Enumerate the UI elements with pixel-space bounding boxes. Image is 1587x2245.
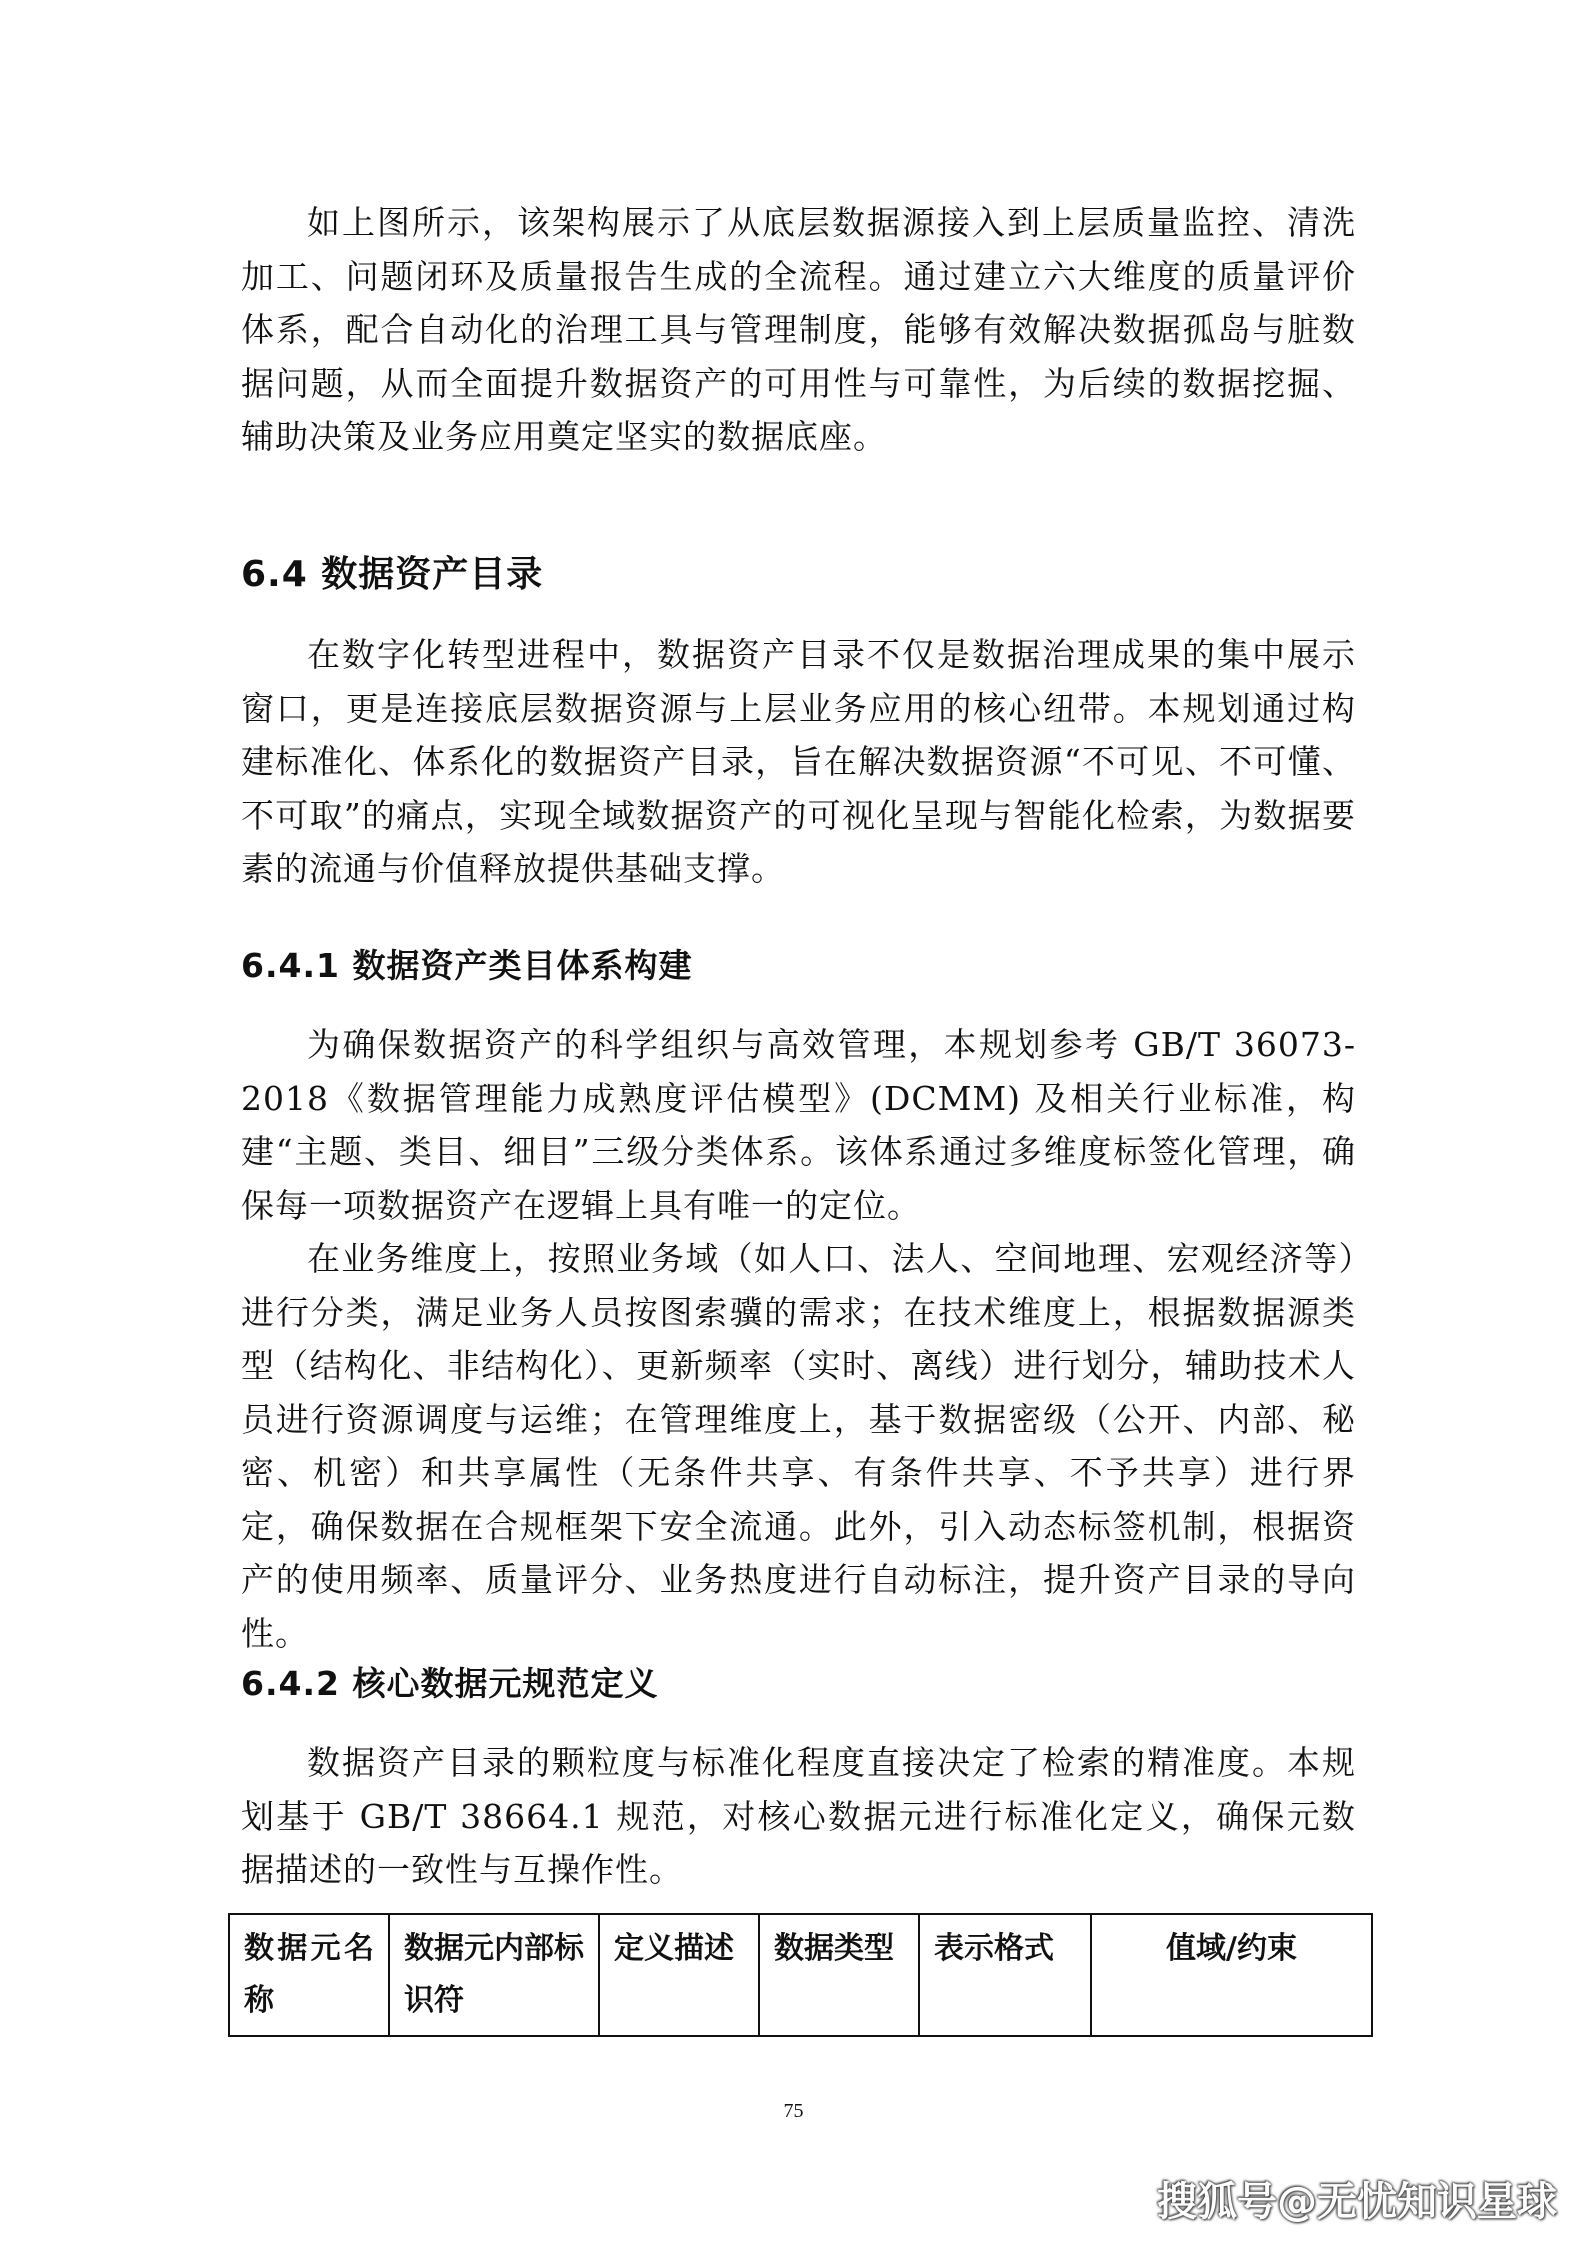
- section-heading-6-4: 6.4 数据资产目录: [241, 554, 544, 595]
- page-number: 75: [783, 2100, 804, 2122]
- table-header-cell: 值域/约束: [1091, 1914, 1372, 2036]
- table-header-row: [229, 1914, 1372, 2036]
- table-header-cell: 数据元内部标识符: [389, 1914, 599, 2036]
- table-header-cell: 数据类型: [759, 1914, 919, 2036]
- watermark: 搜狐号@无忧知识星球: [1157, 2179, 1557, 2225]
- paragraph-intro: 如上图所示，该架构展示了从底层数据源接入到上层质量监控、清洗加工、问题闭环及质量报告生成的全流程。通过建立六大维度的质量评价体系，配合自动化的治理工具与管理制度，能够有效解决数据孤岛与脏数据问题，从而全面提升数据资产的可用性与可靠性，为后续的数据挖掘、辅助决策及业务应用奠定坚实的数据底座。: [241, 203, 1356, 456]
- table-header-cell: 表示格式: [919, 1914, 1091, 2036]
- section-heading-6-4-2: 6.4.2 核心数据元规范定义: [241, 1664, 659, 1703]
- paragraph-6-4-1-a: 为确保数据资产的科学组织与高效管理，本规划参考 GB/T 36073-2018《数据管理能力成熟度评估模型》(DCMM) 及相关行业标准，构建“主题、类目、细目”三级分类体系。该体系通过多维度标签化管理，确保每一项数据资产在逻辑上具有唯一的定位。: [241, 1025, 1356, 1225]
- paragraph-6-4-1-b: 在业务维度上，按照业务域（如人口、法人、空间地理、宏观经济等）进行分类，满足业务人员按图索骥的需求；在技术维度上，根据数据源类型（结构化、非结构化）、更新频率（实时、离线）进行划分，辅助技术人员进行资源调度与运维；在管理维度上，基于数据密级（公开、内部、秘密、机密）和共享属性（无条件共享、有条件共享、不予共享）进行界定，确保数据在合规框架下安全流通。此外，引入动态标签机制，根据资产的使用频率、质量评分、业务热度进行自动标注，提升资产目录的导向性。: [241, 1239, 1356, 1653]
- section-heading-6-4-1: 6.4.1 数据资产类目体系构建: [241, 946, 693, 985]
- table-header-cell: 定义描述: [599, 1914, 759, 2036]
- table-header-cell: 数据元名称: [229, 1914, 389, 2036]
- data-element-table: [228, 1913, 1373, 2037]
- paragraph-6-4: 在数字化转型进程中，数据资产目录不仅是数据治理成果的集中展示窗口，更是连接底层数据资源与上层业务应用的核心纽带。本规划通过构建标准化、体系化的数据资产目录，旨在解决数据资源“不可见、不可懂、不可取”的痛点，实现全域数据资产的可视化呈现与智能化检索，为数据要素的流通与价值释放提供基础支撑。: [241, 635, 1356, 888]
- paragraph-6-4-2: 数据资产目录的颗粒度与标准化程度直接决定了检索的精准度。本规划基于 GB/T 38664.1 规范，对核心数据元进行标准化定义，确保元数据描述的一致性与互操作性。: [241, 1743, 1356, 1889]
